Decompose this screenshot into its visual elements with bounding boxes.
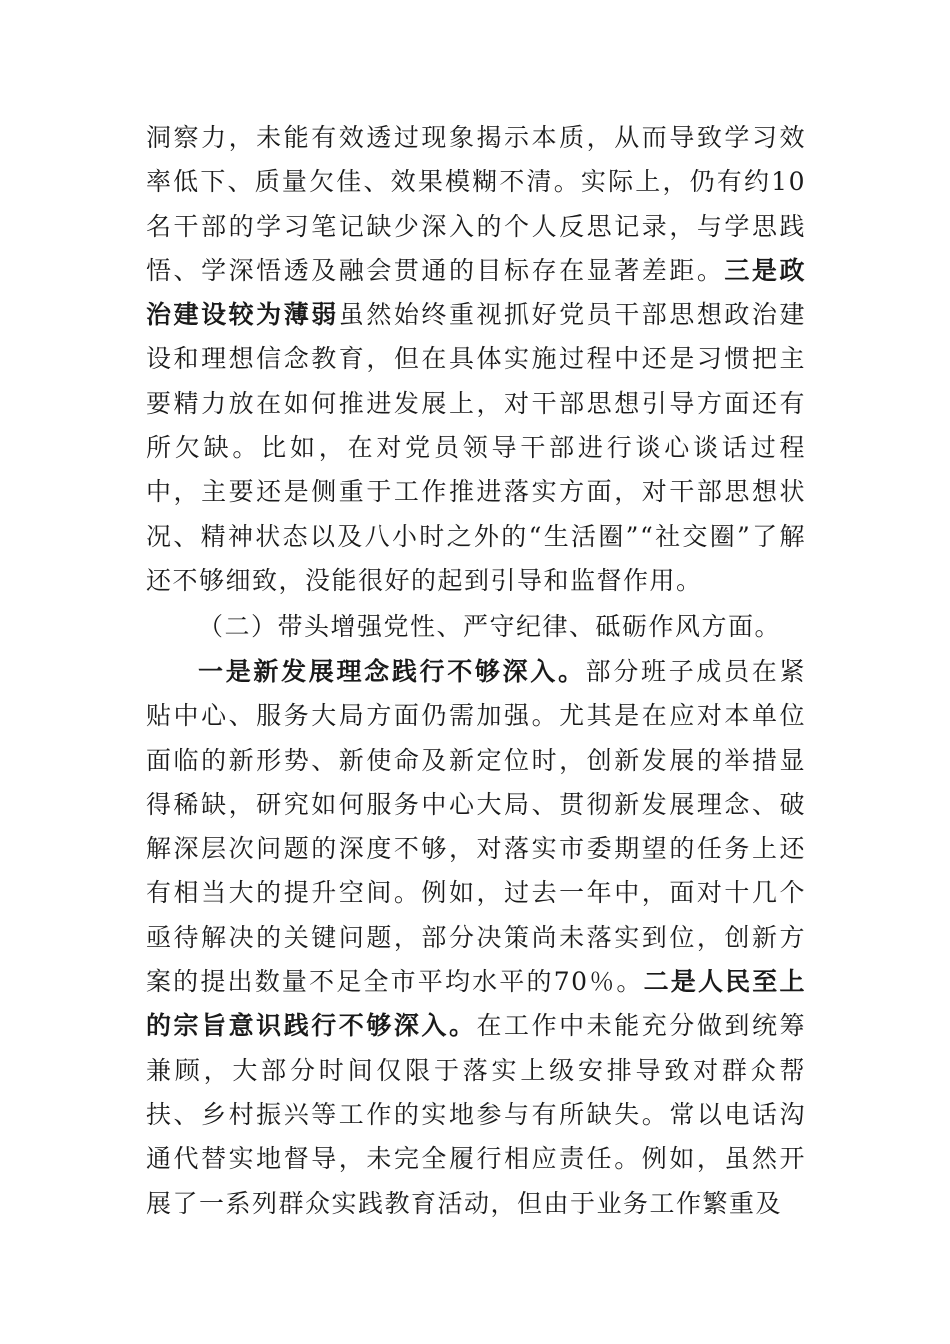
paragraph-text: 在工作中未能充分做到统筹兼顾，大部分时间仅限于落实上级安排导致对群众帮扶、乡村振兴等工作的实地参与有所缺失。常以电话沟通代替实地督导，未完全履行相应责任。例如，虽然开展了一系列群众实践教育活动，但由于业务工作繁重及 [146, 1011, 806, 1218]
bold-point-one: 一是新发展理念践行不够深入。 [198, 657, 586, 686]
paragraph-text: 部分班子成员在紧贴中心、服务大局方面仍需加强。尤其是在应对本单位面临的新形势、新使命及新定位时，创新发展的举措显得稀缺，研究如何服务中心大局、贯彻新发展理念、破解深层次问题的深度不够，对落实市委期望的任务上还有相当大的提升空间。例如，过去一年中，面对十几个亟待解决的关键问题，部分决策尚未落实到位，创新方案的提出数量不足全市平均水平的70％。 [146, 657, 806, 997]
bold-point-two: 二是人民至上的宗旨意识践行不够深入。 [146, 967, 806, 1041]
paragraph-new-development [146, 650, 806, 1226]
section-heading-text: （二）带头增强党性、严守纪律、砥砺作风方面。 [198, 612, 782, 641]
paragraph-text: 洞察力，未能有效透过现象揭示本质，从而导致学习效率低下、质量欠佳、效果模糊不清。实际上，仍有约10名干部的学习笔记缺少深入的个人反思记录，与学思践悟、学深悟透及融会贯通的目标存在显著差距。 [146, 123, 806, 285]
section-heading [146, 605, 806, 649]
bold-point-three: 三是政治建设较为薄弱 [146, 255, 806, 330]
paragraph-text: 虽然始终重视抓好党员干部思想政治建设和理想信念教育，但在具体实施过程中还是习惯把主要精力放在如何推进发展上，对干部思想引导方面还有所欠缺。比如，在对党员领导干部进行谈心谈话过程中，主要还是侧重于工作推进落实方面，对干部思想状况、精神状态以及八小时之外的“生活圈”“社交圈”了解还不够细致，没能很好的起到引导和监督作用。 [146, 300, 806, 595]
paragraph-political-building [146, 116, 806, 603]
